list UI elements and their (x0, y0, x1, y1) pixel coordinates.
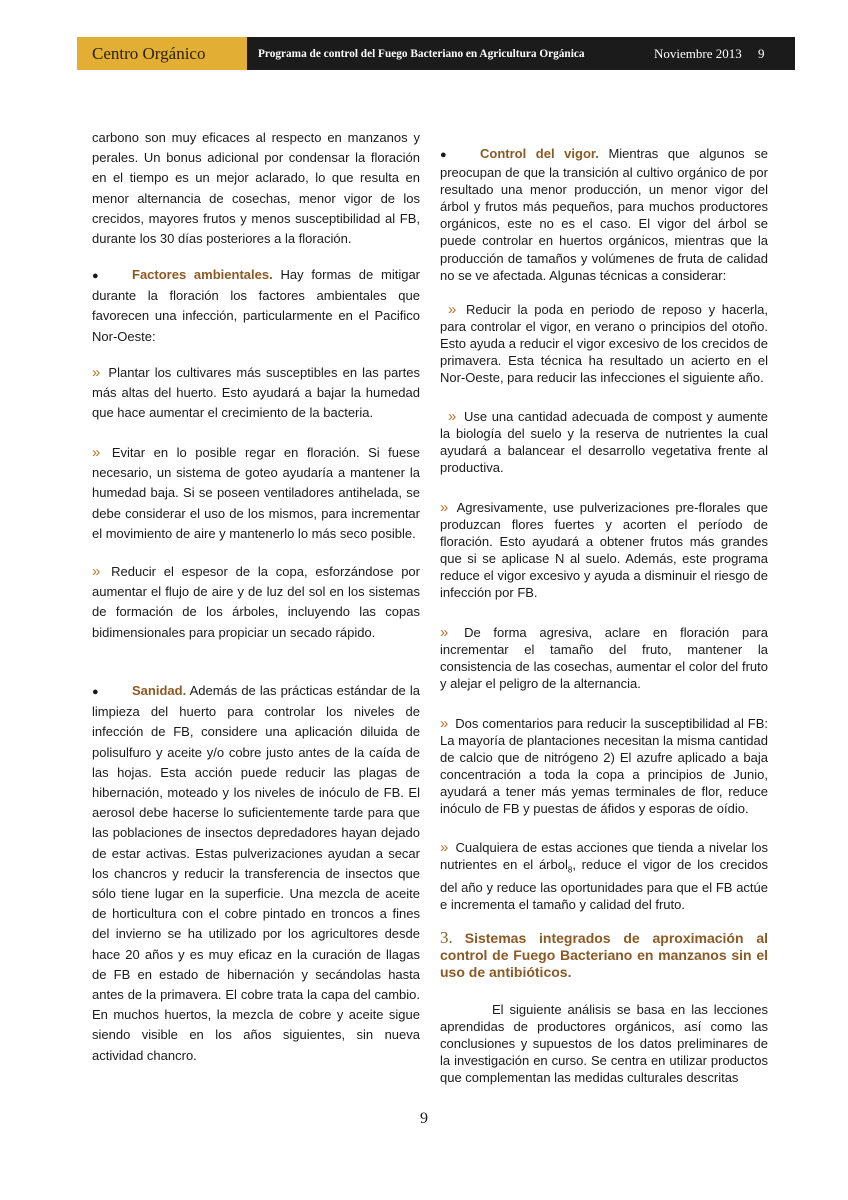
page-header (77, 37, 795, 70)
list-item-text: Reducir el espesor de la copa, esforzándose por aumentar el flujo de aire y de luz del sol en los sistemas de formación de los árboles, incluyendo las copas bidimensionales para propiciar un secado rápido. (92, 564, 420, 640)
intro-paragraph: carbono son muy eficaces al respecto en manzanos y perales. Un bonus adicional por condensar la floración en el tiempo es un mejor aclarado, lo que resulta en menor alternancia de cosechas, menor vigor de los crecidos, mayores frutos y menos susceptibilidad al FB, durante los 30 días posteriores a la floración. (92, 130, 420, 247)
section-number: 3. (440, 928, 453, 947)
vigor-heading: Control del vigor. (480, 146, 599, 161)
bullet-icon: ● (440, 149, 447, 161)
chevron-icon: » (448, 301, 457, 318)
page-number: 9 (420, 1110, 428, 1127)
section-title: Sistemas integrados de aproximación al control de Fuego Bacteriano en manzanos sin el uso de antibióticos. (440, 930, 768, 980)
list-item (440, 839, 768, 913)
list-item (440, 301, 768, 386)
list-item-text: Evitar en lo posible regar en floración. Si fuese necesario, un sistema de goteo ayudaría a mantener la humedad baja. Si se poseen ventiladores antihelada, se debe considerar el uso de los mismos, para incrementar el movimiento de aire y mantenerlo lo más seco posible. (92, 445, 420, 541)
chevron-icon: » (440, 624, 449, 641)
chevron-icon: » (448, 408, 457, 425)
section-heading (440, 929, 768, 981)
sanitation-paragraph (92, 681, 420, 1066)
footnote-ref: 8 (567, 865, 573, 875)
sanitation-text: Además de las prácticas estándar de la limpieza del huerto para controlar los niveles de infección de FB, considere una aplicación diluida de polisulfuro y aceite y/o cobre justo antes de la caída de las hojas. Esta acción puede reducir las plagas de hibernación, moteado y los niveles de inóculo de FB. El aerosol debe hacerse lo suficientemente tarde para que las poblaciones de insectos depredadores hayan dejado de estar activas. Estas pulverizaciones ayudan a secar los chancros y reducir la transferencia de insectos que sólo tiene lugar en la superficie. Una mezcla de aceite de horticultura con el cobre pintado en troncos a fines del invierno se ha utilizado por los agricultores desde hace 20 años y es muy eficaz en la curación de llagas de FB en estado de hibernación y secándolas hasta antes de la primavera. El cobre trata la capa del cambio. En muchos huertos, la mezcla de cobre y aceite sigue siendo visible en los años siguientes, sin nueva actividad chancro. (92, 683, 420, 1063)
list-item (92, 443, 420, 544)
analysis-paragraph: El siguiente análisis se basa en las lecciones aprendidas de productores orgánicos, así como las conclusiones y supuestos de los datos preliminares de la investigación en curso. Se centra en utilizar productos que complementan las medidas culturales descritas (440, 1002, 768, 1086)
vigor-paragraph (440, 145, 768, 284)
list-item-text: Plantar los cultivares más susceptibles en las partes más altas del huerto. Esto ayudará a bajar la humedad que hace aumentar el crecimiento de la bacteria. (92, 365, 420, 421)
list-item (92, 562, 420, 643)
list-item (440, 624, 768, 692)
bullet-icon: ● (92, 686, 99, 698)
header-title: Programa de control del Fuego Bacteriano en Agricultura Orgánica (258, 48, 585, 60)
environmental-paragraph (92, 265, 420, 347)
list-item-text: Agresivamente, use pulverizaciones pre-florales que produzcan flores fuertes y acorten el período de floración. Esto ayudará a obtener frutos más grandes que si se aplicase N al suelo. Además, este programa reduce el vigor excesivo y ayuda a disminuir el riesgo de infección por FB. (440, 500, 769, 601)
list-item-text: De forma agresiva, aclare en floración para incrementar el tamaño del fruto, mantener la consistencia de las cosechas, aumentar el color del fruto y alejar el peligro de la alternancia. (440, 625, 768, 692)
chevron-icon: » (92, 444, 101, 461)
environmental-text: Hay formas de mitigar durante la floración los factores ambientales que favorecen una infección, particularmente en el Pacifico Nor-Oeste: (92, 267, 420, 344)
list-item (92, 363, 420, 424)
list-item (440, 499, 768, 602)
chevron-icon: » (440, 499, 449, 516)
chevron-icon: » (92, 563, 101, 580)
header-page-number: 9 (758, 46, 765, 61)
chevron-icon: » (440, 715, 449, 732)
list-item-text: Cualquiera de estas acciones que tienda a nivelar los nutrientes en el árbol (440, 840, 768, 873)
list-item-text: Use una cantidad adecuada de compost y aumente la biología del suelo y la reserva de nutrientes la cual ayudará a balancear el desarrollo vegetativa frente al productiva. (440, 409, 768, 476)
list-item (440, 408, 768, 476)
vigor-text: Mientras que algunos se preocupan de que la transición al cultivo orgánico de por resultado una menor producción, un menor vigor del árbol y frutos más pequeños, para muchos productores orgánicos, este no es el caso. El vigor del árbol se puede controlar en huertos orgánicos, mientras que la producción de tamaños y volúmenes de fruta de calidad no se ve afectada. Algunas técnicas a considerar: (440, 146, 768, 283)
bullet-icon: ● (92, 270, 99, 282)
header-brand: Centro Orgánico (77, 37, 247, 70)
list-item-text-end: , reduce el vigor de los crecidos del año y reduce las oportunidades para que el FB actúe e incrementa el tamaño y calidad del fruto. (440, 857, 769, 912)
environmental-heading: Factores ambientales. (132, 267, 273, 282)
header-date: Noviembre 2013 (654, 46, 742, 61)
chevron-icon: » (92, 364, 101, 381)
sanitation-heading: Sanidad. (132, 683, 187, 698)
list-item-text: Reducir la poda en periodo de reposo y hacerla, para controlar el vigor, en verano o principios del otoño. Esto ayuda a reducir el vigor excesivo de los crecidos de primavera. Esta técnica ha resultado un acierto en el Nor-Oeste, para reducir las infecciones el siguiente año. (440, 302, 768, 386)
list-item-text: Dos comentarios para reducir la susceptibilidad al FB: La mayoría de plantaciones necesitan la misma cantidad de calcio que de nitrógeno 2) El azufre aplicado a baja concentración a toda la copa a principios de Junio, ayudará a tener más yemas terminales de flor, reduce inóculo de FB y puestas de áfidos y esporas de oídio. (440, 716, 768, 817)
chevron-icon: » (440, 839, 449, 856)
list-item (440, 715, 768, 818)
